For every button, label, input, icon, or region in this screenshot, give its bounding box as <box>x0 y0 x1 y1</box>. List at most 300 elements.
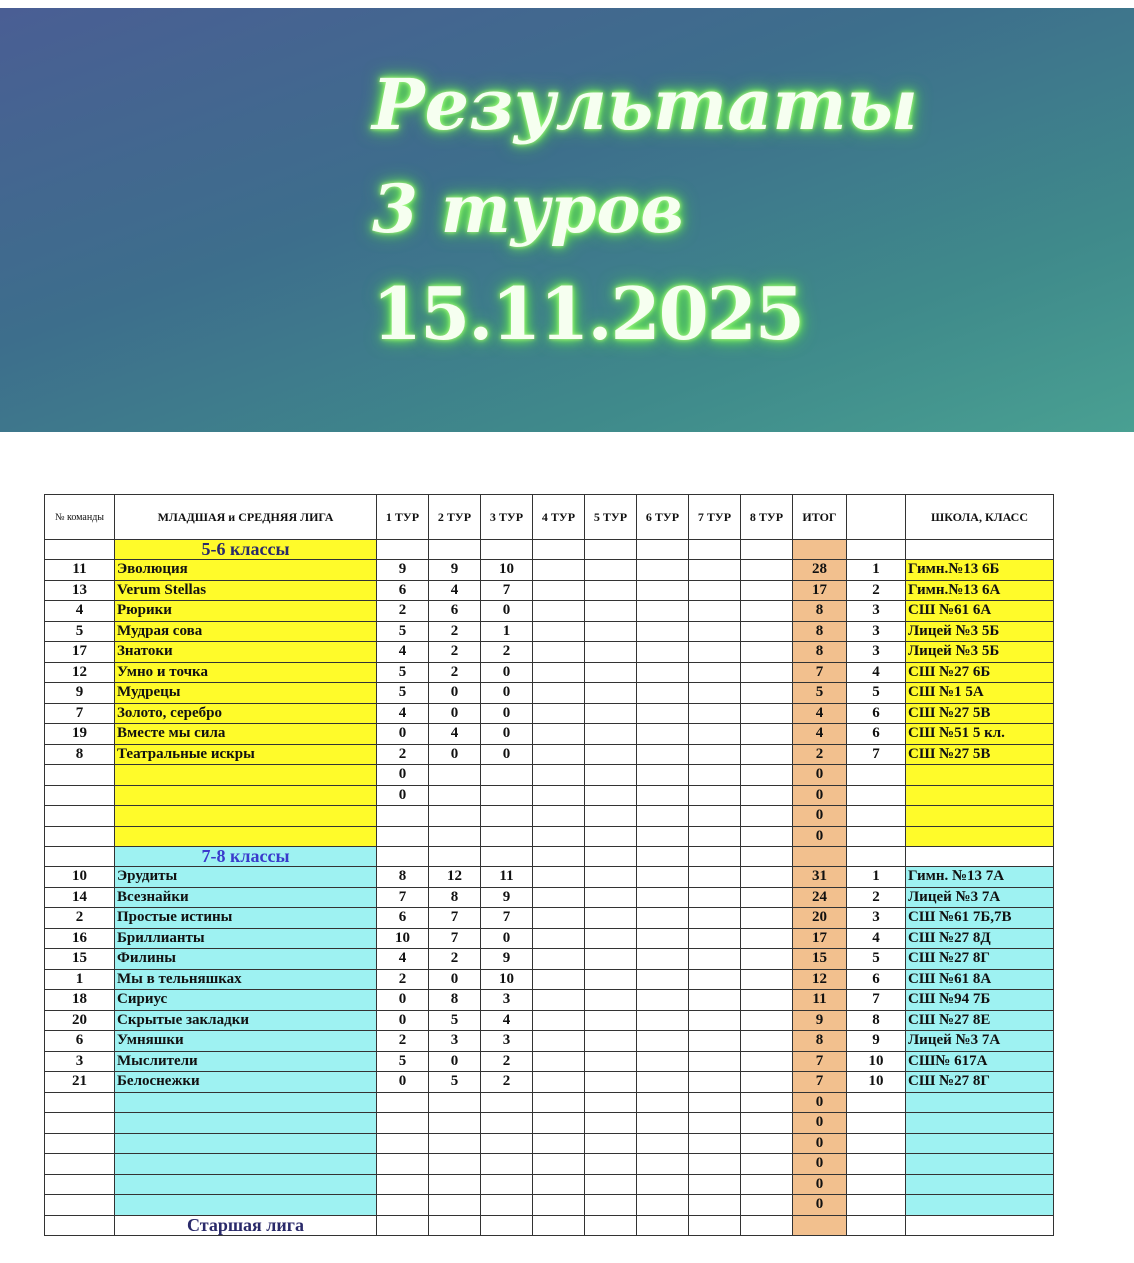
header-tour-7: 7 ТУР <box>689 495 741 540</box>
total-cell: 2 <box>793 744 847 765</box>
tour-4-cell <box>533 1072 585 1093</box>
empty-cell <box>847 847 906 867</box>
total-cell: 4 <box>793 703 847 724</box>
tour-4-cell <box>533 703 585 724</box>
tour-8-cell <box>741 1174 793 1195</box>
tour-5-cell <box>585 928 637 949</box>
tour-2-cell <box>429 1113 481 1134</box>
tour-2-cell: 7 <box>429 928 481 949</box>
tour-8-cell <box>741 806 793 827</box>
tour-4-cell <box>533 642 585 663</box>
table-row <box>45 744 1054 765</box>
table-row <box>45 703 1054 724</box>
table-row <box>45 662 1054 683</box>
team-number-cell: 13 <box>45 580 115 601</box>
team-name-cell <box>115 1133 377 1154</box>
team-name-cell: Скрытые закладки <box>115 1010 377 1031</box>
tour-5-cell <box>585 1133 637 1154</box>
empty-cell <box>377 540 429 560</box>
team-number-cell: 6 <box>45 1031 115 1052</box>
team-number-cell: 21 <box>45 1072 115 1093</box>
tour-8-cell <box>741 949 793 970</box>
tour-1-cell: 0 <box>377 1072 429 1093</box>
school-cell <box>906 1154 1054 1175</box>
tour-3-cell: 0 <box>481 703 533 724</box>
team-name-cell: Умно и точка <box>115 662 377 683</box>
school-cell <box>906 785 1054 806</box>
school-cell <box>906 1133 1054 1154</box>
banner-subtitle: 3 туров <box>372 170 684 248</box>
tour-4-cell <box>533 887 585 908</box>
tour-7-cell <box>689 683 741 704</box>
empty-cell <box>429 847 481 867</box>
tour-6-cell <box>637 949 689 970</box>
tour-5-cell <box>585 580 637 601</box>
tour-1-cell: 0 <box>377 724 429 745</box>
tour-7-cell <box>689 621 741 642</box>
tour-6-cell <box>637 826 689 847</box>
place-cell <box>847 806 906 827</box>
table-row <box>45 908 1054 929</box>
total-cell: 0 <box>793 785 847 806</box>
tour-3-cell <box>481 1113 533 1134</box>
tour-2-cell: 8 <box>429 990 481 1011</box>
tour-8-cell <box>741 1051 793 1072</box>
tour-5-cell <box>585 765 637 786</box>
school-cell: СШ №27 8Г <box>906 949 1054 970</box>
tour-2-cell: 2 <box>429 662 481 683</box>
table-row <box>45 887 1054 908</box>
tour-7-cell <box>689 969 741 990</box>
tour-2-cell: 4 <box>429 724 481 745</box>
tour-3-cell <box>481 765 533 786</box>
place-cell: 6 <box>847 969 906 990</box>
school-cell <box>906 765 1054 786</box>
tour-7-cell <box>689 867 741 888</box>
tour-7-cell <box>689 806 741 827</box>
tour-3-cell: 10 <box>481 560 533 581</box>
tour-4-cell <box>533 1051 585 1072</box>
tour-2-cell: 0 <box>429 683 481 704</box>
school-cell: СШ №94 7Б <box>906 990 1054 1011</box>
place-cell: 7 <box>847 744 906 765</box>
tour-4-cell <box>533 621 585 642</box>
tour-4-cell <box>533 785 585 806</box>
tour-6-cell <box>637 765 689 786</box>
tour-5-cell <box>585 601 637 622</box>
table-row <box>45 1174 1054 1195</box>
team-number-cell: 7 <box>45 703 115 724</box>
tour-8-cell <box>741 621 793 642</box>
tour-4-cell <box>533 744 585 765</box>
school-cell: СШ№ 617А <box>906 1051 1054 1072</box>
tour-8-cell <box>741 928 793 949</box>
team-number-cell: 10 <box>45 867 115 888</box>
team-name-cell: Бриллианты <box>115 928 377 949</box>
tour-4-cell <box>533 580 585 601</box>
tour-7-cell <box>689 887 741 908</box>
tour-7-cell <box>689 990 741 1011</box>
total-cell: 0 <box>793 1092 847 1113</box>
team-number-cell <box>45 1113 115 1134</box>
tour-2-cell: 2 <box>429 642 481 663</box>
tour-2-cell: 4 <box>429 580 481 601</box>
team-name-cell: Театральные искры <box>115 744 377 765</box>
tour-8-cell <box>741 785 793 806</box>
tour-7-cell <box>689 642 741 663</box>
tour-4-cell <box>533 1133 585 1154</box>
tour-5-cell <box>585 1195 637 1216</box>
tour-6-cell <box>637 867 689 888</box>
tour-5-cell <box>585 1051 637 1072</box>
tour-5-cell <box>585 560 637 581</box>
school-cell <box>906 847 1054 867</box>
tour-4-cell <box>533 806 585 827</box>
tour-4-cell <box>533 928 585 949</box>
results-table <box>44 494 1054 1236</box>
tour-4-cell <box>533 990 585 1011</box>
total-cell: 0 <box>793 1174 847 1195</box>
tour-6-cell <box>637 1072 689 1093</box>
tour-8-cell <box>741 990 793 1011</box>
tour-5-cell <box>585 1072 637 1093</box>
tour-2-cell <box>429 1154 481 1175</box>
school-cell: СШ №27 6Б <box>906 662 1054 683</box>
header-tour-8: 8 ТУР <box>741 495 793 540</box>
tour-3-cell: 0 <box>481 928 533 949</box>
empty-cell <box>585 847 637 867</box>
total-cell: 24 <box>793 887 847 908</box>
table-body <box>45 540 1054 1236</box>
school-cell: Гимн.№13 6А <box>906 580 1054 601</box>
team-name-cell <box>115 785 377 806</box>
team-name-cell: Эволюция <box>115 560 377 581</box>
total-cell: 8 <box>793 601 847 622</box>
total-cell: 17 <box>793 928 847 949</box>
team-number-cell <box>45 1154 115 1175</box>
tour-7-cell <box>689 1174 741 1195</box>
tour-2-cell: 0 <box>429 744 481 765</box>
total-cell: 31 <box>793 867 847 888</box>
tour-2-cell: 0 <box>429 969 481 990</box>
school-cell <box>906 1174 1054 1195</box>
tour-3-cell <box>481 806 533 827</box>
empty-cell <box>689 1215 741 1235</box>
tour-1-cell: 5 <box>377 621 429 642</box>
team-number-cell: 3 <box>45 1051 115 1072</box>
tour-2-cell <box>429 785 481 806</box>
table-row <box>45 969 1054 990</box>
team-number-cell: 19 <box>45 724 115 745</box>
empty-cell <box>45 1215 115 1235</box>
tour-1-cell: 4 <box>377 949 429 970</box>
school-cell <box>906 1092 1054 1113</box>
table-row <box>45 1133 1054 1154</box>
total-cell: 20 <box>793 908 847 929</box>
tour-3-cell: 0 <box>481 744 533 765</box>
table-row <box>45 1092 1054 1113</box>
tour-8-cell <box>741 1092 793 1113</box>
tour-2-cell: 12 <box>429 867 481 888</box>
tour-3-cell: 2 <box>481 1072 533 1093</box>
team-name-cell: Мыслители <box>115 1051 377 1072</box>
tour-3-cell: 9 <box>481 887 533 908</box>
tour-8-cell <box>741 744 793 765</box>
empty-cell <box>45 847 115 867</box>
section-header-row <box>45 847 1054 867</box>
place-cell: 7 <box>847 990 906 1011</box>
total-cell: 9 <box>793 1010 847 1031</box>
tour-5-cell <box>585 662 637 683</box>
tour-7-cell <box>689 785 741 806</box>
tour-5-cell <box>585 867 637 888</box>
place-cell <box>847 826 906 847</box>
empty-cell <box>741 847 793 867</box>
tour-1-cell: 5 <box>377 683 429 704</box>
tour-2-cell: 6 <box>429 601 481 622</box>
place-cell: 5 <box>847 949 906 970</box>
tour-4-cell <box>533 1031 585 1052</box>
tour-3-cell: 3 <box>481 990 533 1011</box>
school-cell: Гимн.№13 6Б <box>906 560 1054 581</box>
team-name-cell: Verum Stellas <box>115 580 377 601</box>
tour-7-cell <box>689 1051 741 1072</box>
school-cell: Лицей №3 7А <box>906 887 1054 908</box>
tour-6-cell <box>637 1010 689 1031</box>
tour-4-cell <box>533 969 585 990</box>
tour-5-cell <box>585 949 637 970</box>
tour-3-cell: 0 <box>481 601 533 622</box>
total-cell: 17 <box>793 580 847 601</box>
header-league: МЛАДШАЯ и СРЕДНЯЯ ЛИГА <box>115 495 377 540</box>
tour-4-cell <box>533 1092 585 1113</box>
team-number-cell: 9 <box>45 683 115 704</box>
tour-4-cell <box>533 601 585 622</box>
table-row <box>45 1113 1054 1134</box>
team-number-cell: 2 <box>45 908 115 929</box>
tour-7-cell <box>689 826 741 847</box>
table-row <box>45 1072 1054 1093</box>
tour-1-cell: 4 <box>377 642 429 663</box>
school-cell <box>906 540 1054 560</box>
tour-1-cell: 10 <box>377 928 429 949</box>
empty-cell <box>637 847 689 867</box>
team-name-cell: Сириус <box>115 990 377 1011</box>
tour-7-cell <box>689 1031 741 1052</box>
total-cell: 12 <box>793 969 847 990</box>
total-cell: 8 <box>793 621 847 642</box>
tour-6-cell <box>637 990 689 1011</box>
tour-2-cell: 3 <box>429 1031 481 1052</box>
tour-2-cell <box>429 1133 481 1154</box>
team-name-cell <box>115 806 377 827</box>
tour-5-cell <box>585 1092 637 1113</box>
empty-cell <box>533 1215 585 1235</box>
header-school: ШКОЛА, КЛАСС <box>906 495 1054 540</box>
tour-5-cell <box>585 642 637 663</box>
tour-4-cell <box>533 683 585 704</box>
school-cell <box>906 806 1054 827</box>
tour-1-cell: 5 <box>377 1051 429 1072</box>
tour-6-cell <box>637 621 689 642</box>
tour-4-cell <box>533 867 585 888</box>
team-number-cell <box>45 1195 115 1216</box>
total-cell: 7 <box>793 1072 847 1093</box>
section-header-row <box>45 1215 1054 1235</box>
tour-5-cell <box>585 1154 637 1175</box>
table-row <box>45 1195 1054 1216</box>
empty-cell <box>637 540 689 560</box>
team-number-cell <box>45 806 115 827</box>
tour-3-cell: 2 <box>481 1051 533 1072</box>
table-row <box>45 724 1054 745</box>
tour-6-cell <box>637 642 689 663</box>
tour-6-cell <box>637 887 689 908</box>
team-number-cell: 14 <box>45 887 115 908</box>
empty-cell <box>533 540 585 560</box>
tour-5-cell <box>585 969 637 990</box>
tour-3-cell: 9 <box>481 949 533 970</box>
tour-6-cell <box>637 703 689 724</box>
total-cell: 0 <box>793 826 847 847</box>
team-name-cell: Знатоки <box>115 642 377 663</box>
school-cell: СШ №61 8А <box>906 969 1054 990</box>
tour-7-cell <box>689 580 741 601</box>
tour-2-cell: 2 <box>429 621 481 642</box>
tour-1-cell: 0 <box>377 765 429 786</box>
team-name-cell <box>115 1174 377 1195</box>
tour-1-cell <box>377 826 429 847</box>
team-name-cell: Филины <box>115 949 377 970</box>
empty-cell <box>377 847 429 867</box>
tour-1-cell: 2 <box>377 1031 429 1052</box>
table-row <box>45 990 1054 1011</box>
table-header-row <box>45 495 1054 540</box>
empty-cell <box>689 540 741 560</box>
empty-cell <box>45 540 115 560</box>
school-cell: Лицей №3 5Б <box>906 621 1054 642</box>
team-name-cell: Вместе мы сила <box>115 724 377 745</box>
tour-7-cell <box>689 928 741 949</box>
section-header-row <box>45 540 1054 560</box>
tour-1-cell: 2 <box>377 601 429 622</box>
team-name-cell: Умняшки <box>115 1031 377 1052</box>
tour-8-cell <box>741 1072 793 1093</box>
total-cell <box>793 847 847 867</box>
tour-2-cell: 0 <box>429 1051 481 1072</box>
empty-cell <box>741 1215 793 1235</box>
table-row <box>45 1031 1054 1052</box>
tour-3-cell: 0 <box>481 662 533 683</box>
place-cell <box>847 1154 906 1175</box>
tour-4-cell <box>533 1174 585 1195</box>
tour-7-cell <box>689 724 741 745</box>
table-row <box>45 580 1054 601</box>
tour-8-cell <box>741 1195 793 1216</box>
tour-6-cell <box>637 908 689 929</box>
place-cell: 6 <box>847 724 906 745</box>
tour-6-cell <box>637 1154 689 1175</box>
school-cell: Гимн. №13 7А <box>906 867 1054 888</box>
tour-8-cell <box>741 1031 793 1052</box>
empty-cell <box>906 1215 1054 1235</box>
tour-5-cell <box>585 724 637 745</box>
tour-6-cell <box>637 928 689 949</box>
team-name-cell <box>115 826 377 847</box>
tour-7-cell <box>689 765 741 786</box>
tour-5-cell <box>585 990 637 1011</box>
empty-cell <box>481 540 533 560</box>
tour-5-cell <box>585 806 637 827</box>
header-tour-6: 6 ТУР <box>637 495 689 540</box>
tour-2-cell: 5 <box>429 1010 481 1031</box>
header-tour-3: 3 ТУР <box>481 495 533 540</box>
tour-5-cell <box>585 683 637 704</box>
tour-4-cell <box>533 949 585 970</box>
total-cell: 5 <box>793 683 847 704</box>
tour-7-cell <box>689 560 741 581</box>
total-cell: 15 <box>793 949 847 970</box>
total-cell: 0 <box>793 1154 847 1175</box>
tour-8-cell <box>741 560 793 581</box>
tour-8-cell <box>741 908 793 929</box>
section-title: Старшая лига <box>115 1215 377 1235</box>
header-total: ИТОГ <box>793 495 847 540</box>
tour-2-cell <box>429 765 481 786</box>
tour-3-cell: 3 <box>481 1031 533 1052</box>
tour-5-cell <box>585 621 637 642</box>
tour-3-cell <box>481 1092 533 1113</box>
school-cell: СШ №61 7Б,7В <box>906 908 1054 929</box>
tour-3-cell: 7 <box>481 908 533 929</box>
team-number-cell: 15 <box>45 949 115 970</box>
tour-4-cell <box>533 908 585 929</box>
tour-1-cell: 0 <box>377 990 429 1011</box>
tour-5-cell <box>585 887 637 908</box>
total-cell: 0 <box>793 765 847 786</box>
tour-4-cell <box>533 1113 585 1134</box>
tour-1-cell <box>377 1174 429 1195</box>
table-row <box>45 765 1054 786</box>
tour-3-cell <box>481 826 533 847</box>
tour-6-cell <box>637 601 689 622</box>
table-row <box>45 642 1054 663</box>
tour-1-cell <box>377 1133 429 1154</box>
tour-1-cell: 0 <box>377 1010 429 1031</box>
tour-2-cell <box>429 1092 481 1113</box>
school-cell <box>906 1113 1054 1134</box>
tour-8-cell <box>741 683 793 704</box>
team-name-cell: Простые истины <box>115 908 377 929</box>
tour-3-cell: 7 <box>481 580 533 601</box>
empty-cell <box>585 540 637 560</box>
table-row <box>45 560 1054 581</box>
team-name-cell <box>115 1092 377 1113</box>
tour-8-cell <box>741 969 793 990</box>
place-cell: 3 <box>847 601 906 622</box>
tour-6-cell <box>637 744 689 765</box>
tour-8-cell <box>741 642 793 663</box>
tour-2-cell: 7 <box>429 908 481 929</box>
total-cell: 0 <box>793 806 847 827</box>
place-cell: 5 <box>847 683 906 704</box>
team-number-cell: 4 <box>45 601 115 622</box>
table-row <box>45 949 1054 970</box>
tour-1-cell: 7 <box>377 887 429 908</box>
place-cell <box>847 1113 906 1134</box>
tour-4-cell <box>533 765 585 786</box>
total-cell: 7 <box>793 662 847 683</box>
